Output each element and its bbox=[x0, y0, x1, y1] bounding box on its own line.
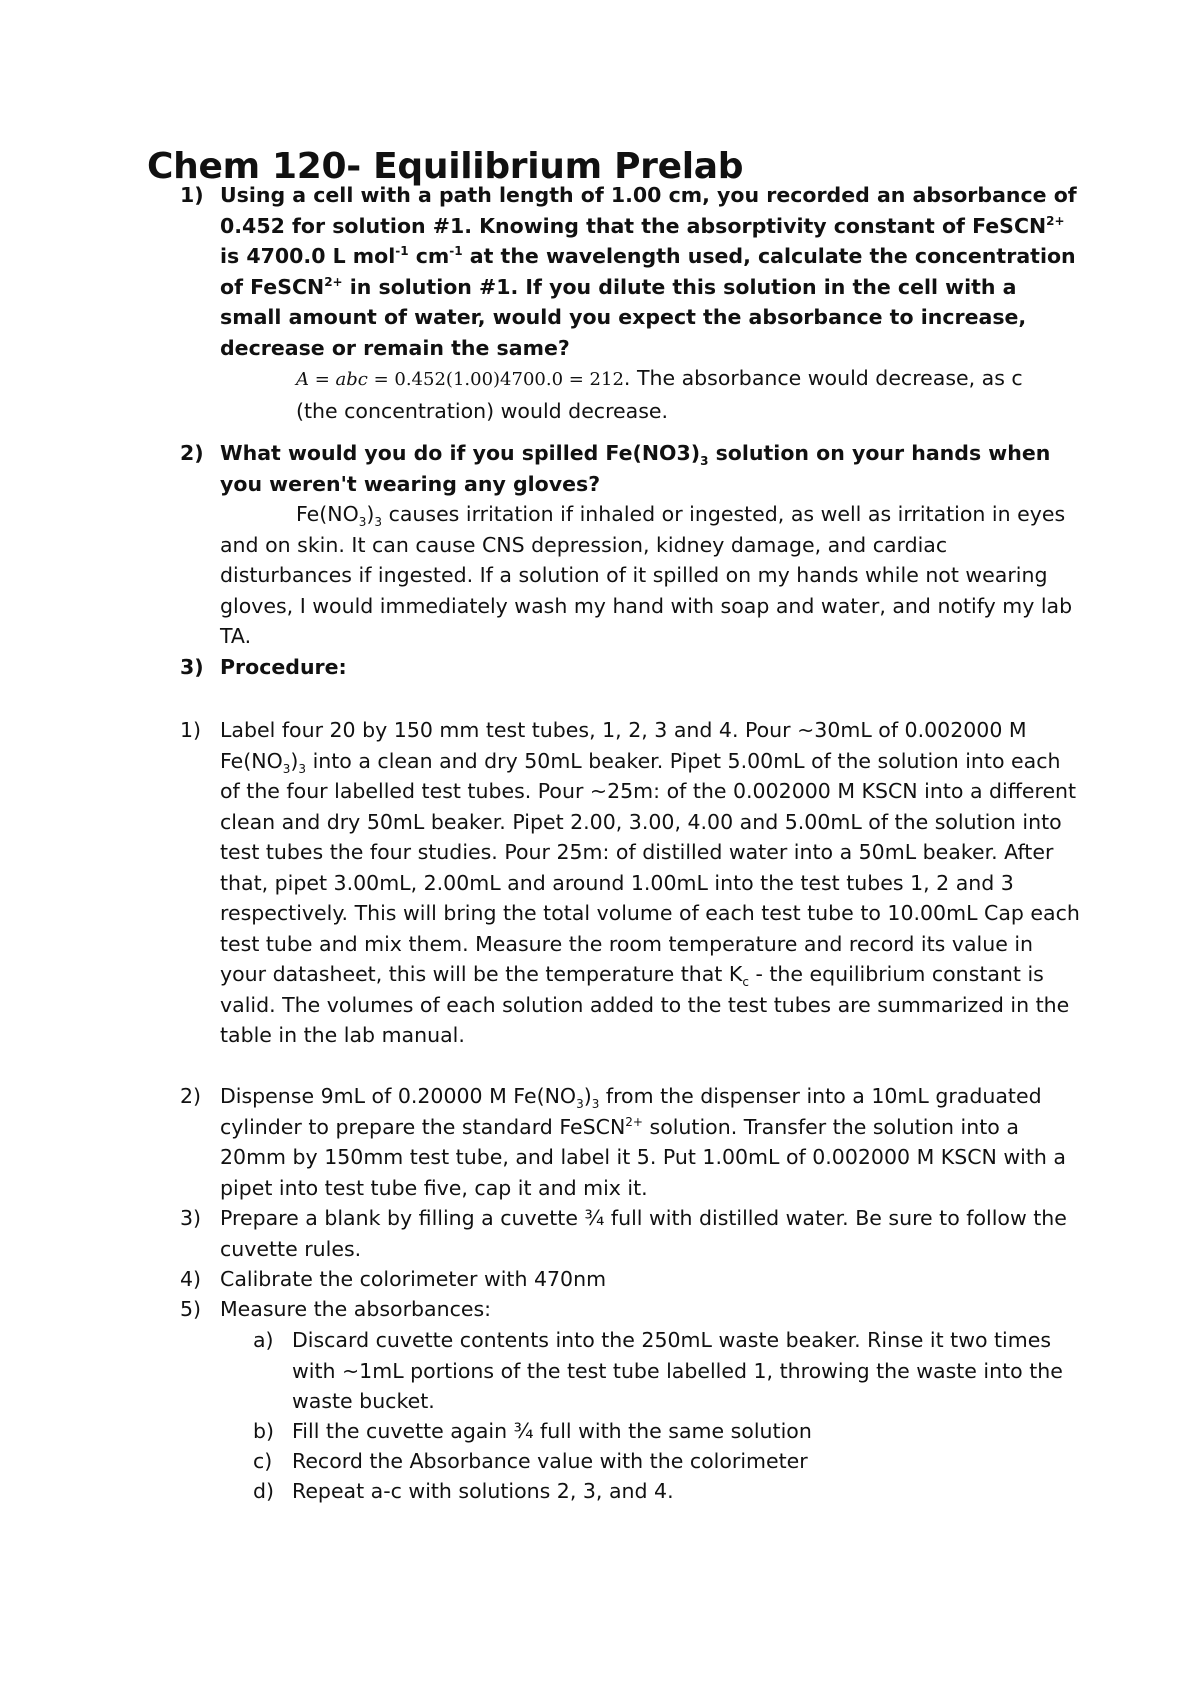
question-text: Using a cell with a path length of 1.00 cm, you recorded an absorbance of 0.452 for solution #1. Knowing that the absorptivity constant of FeSCN$^{2+}$ is 4700.0 L mol$^{-1}$ $cm^{-1}$ at the wavelength used, calculate the concentration of FeSCN$^{2+}$ in solution #1. If you dilute this solution in the cell with a small amount of water, would you expect the absorbance to increase, decrease or remain the same? bbox=[220, 183, 1077, 360]
procedure-substep bbox=[253, 1325, 1083, 1417]
question-number: 1) bbox=[180, 183, 204, 207]
answer-text: A = abc = 0.452(1.00)4700.0 = 212. The absorbance would decrease, as c (the concentration) would decrease. bbox=[296, 366, 1023, 423]
question-3 bbox=[180, 652, 1080, 683]
question-1 bbox=[180, 180, 1080, 426]
question-text: Procedure: bbox=[220, 655, 347, 679]
substep-text: Repeat a-c with solutions 2, 3, and 4. bbox=[292, 1479, 674, 1503]
step-text: Measure the absorbances: bbox=[220, 1297, 492, 1321]
step-number: 5) bbox=[180, 1297, 202, 1321]
step-number: 2) bbox=[180, 1084, 202, 1108]
equation: A = abc bbox=[296, 369, 368, 390]
procedure-substep bbox=[253, 1476, 1083, 1507]
page-title: Chem 120- Equilibrium Prelab bbox=[147, 146, 744, 187]
substep-letter: b) bbox=[253, 1419, 275, 1443]
procedure-step bbox=[180, 1294, 1080, 1325]
procedure-step bbox=[180, 1081, 1080, 1203]
procedure-substep bbox=[253, 1416, 1083, 1447]
substep-letter: c) bbox=[253, 1449, 273, 1473]
step-number: 1) bbox=[180, 718, 202, 742]
procedure-substep bbox=[253, 1446, 1083, 1477]
procedure-step bbox=[180, 715, 1080, 1051]
substep-letter: d) bbox=[253, 1479, 275, 1503]
step-number: 4) bbox=[180, 1267, 202, 1291]
step-number: 3) bbox=[180, 1206, 202, 1230]
step-text: Calibrate the colorimeter with 470nm bbox=[220, 1267, 607, 1291]
question-number: 2) bbox=[180, 441, 204, 465]
procedure-step bbox=[180, 1264, 1080, 1295]
answer-text: $Fe(NO_3)_3$ causes irritation if inhaled or ingested, as well as irritation in eyes and on skin. It can cause CNS depression, kidney damage, and cardiac disturbances if ingested. If a solution of it spilled on my hands while not wearing gloves, I would immediately wash my hand with soap and water, and notify my lab TA. bbox=[220, 502, 1073, 648]
substep-letter: a) bbox=[253, 1328, 274, 1352]
question-2 bbox=[180, 438, 1080, 652]
procedure-step bbox=[180, 1203, 1080, 1264]
step-text: Dispense 9mL of 0.20000 M $Fe(NO_3)_3$ from the dispenser into a 10mL graduated cylinder to prepare the standard FeSCN$^{2+}$ solution. Transfer the solution into a 20mm by 150mm test tube, and label it 5. Put 1.00mL of 0.002000 M KSCN with a pipet into test tube five, cap it and mix it. bbox=[220, 1084, 1066, 1200]
question-number: 3) bbox=[180, 655, 204, 679]
step-text: Label four 20 by 150 mm test tubes, 1, 2, 3 and 4. Pour ~30mL of 0.002000 M $Fe(NO_3)_3$ into a clean and dry 50mL beaker. Pipet 5.00mL of the solution into each of the four labelled test tubes. Pour ~25m: of the 0.002000 M KSCN into a different clean and dry 50mL beaker. Pipet 2.00, 3.00, 4.00 and 5.00mL of the solution into test tubes the four studies. Pour 25m: of distilled water into a 50mL beaker. After that, pipet 3.00mL, 2.00mL and around 1.00mL into the test tubes 1, 2 and 3 respectively. This will bring the total volume of each test tube to 10.00mL Cap each test tube and mix them. Measure the room temperature and record its value in your datasheet, this will be the temperature that $K_c$ - the equilibrium constant is valid. The volumes of each solution added to the test tubes are summarized in the table in the lab manual. bbox=[220, 718, 1080, 1047]
step-text: Prepare a blank by filling a cuvette ¾ full with distilled water. Be sure to follow the cuvette rules. bbox=[220, 1206, 1067, 1261]
question-text: What would you do if you spilled $Fe(NO3)_3$ solution on your hands when you weren't wearing any gloves? bbox=[220, 441, 1051, 496]
substep-text: Fill the cuvette again ¾ full with the same solution bbox=[292, 1419, 812, 1443]
substep-text: Record the Absorbance value with the colorimeter bbox=[292, 1449, 808, 1473]
substep-text: Discard cuvette contents into the 250mL waste beaker. Rinse it two times with ~1mL portions of the test tube labelled 1, throwing the waste into the waste bucket. bbox=[292, 1328, 1063, 1413]
